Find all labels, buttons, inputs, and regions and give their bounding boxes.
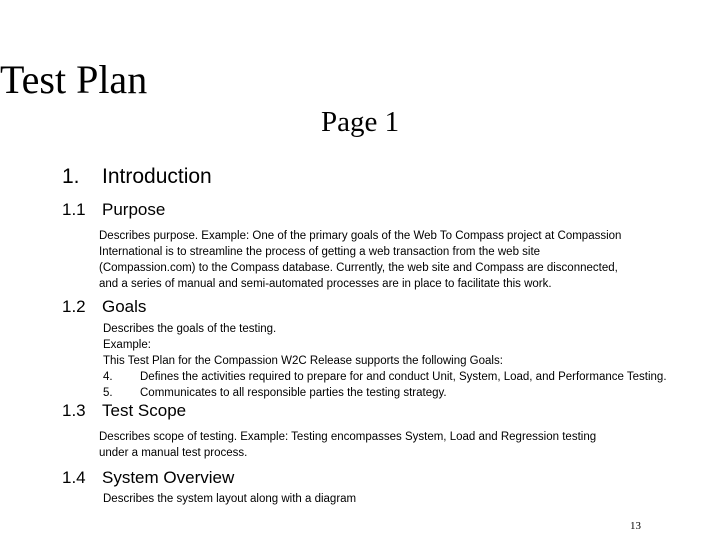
section-introduction-heading	[62, 164, 212, 190]
purpose-line: Describes purpose. Example: One of the primary goals of the Web To Compass project at Compassion	[99, 230, 622, 242]
purpose-paragraph	[99, 228, 709, 292]
scope-title: Test Scope	[102, 401, 187, 420]
page-subtitle: Page 1	[321, 106, 400, 138]
purpose-line: International is to streamline the process of getting a web transaction from the web site	[99, 246, 541, 258]
overview-paragraph	[103, 491, 713, 507]
purpose-line: and a series of manual and semi-automated processes are in place to facilitate this work.	[99, 278, 552, 290]
scope-line: under a manual test process.	[99, 447, 248, 459]
scope-paragraph	[99, 429, 709, 461]
list-item-text: Defines the activities required to prepare for and conduct Unit, System, Load, and Performance Testing.	[140, 371, 667, 383]
list-item-text: Communicates to all responsible parties the testing strategy.	[140, 387, 447, 399]
scope-line: Describes scope of testing. Example: Testing encompasses System, Load and Regression testing	[99, 431, 597, 443]
goals-number: 1.2	[62, 297, 86, 316]
overview-title: System Overview	[102, 468, 235, 487]
goals-paragraph	[103, 321, 713, 401]
goals-list-item	[103, 385, 713, 401]
overview-heading	[62, 467, 234, 489]
goals-list-item	[103, 369, 713, 385]
purpose-title: Purpose	[102, 200, 166, 219]
overview-line: Describes the system layout along with a diagram	[103, 493, 357, 505]
scope-heading	[62, 400, 186, 422]
page-title-text: Test Plan	[0, 57, 148, 102]
overview-number: 1.4	[62, 468, 86, 487]
scope-number: 1.3	[62, 401, 86, 420]
goals-title: Goals	[102, 297, 147, 316]
page-number: 13	[630, 520, 641, 532]
page-title	[0, 58, 728, 102]
list-item-number: 4.	[103, 371, 113, 383]
section-title: Introduction	[102, 165, 212, 188]
goals-line: Example:	[103, 339, 151, 351]
goals-heading	[62, 296, 146, 318]
section-number: 1.	[62, 165, 80, 188]
list-item-number: 5.	[103, 387, 113, 399]
purpose-line: (Compassion.com) to the Compass database. Currently, the web site and Compass are disconnected,	[99, 262, 618, 274]
goals-line: This Test Plan for the Compassion W2C Release supports the following Goals:	[103, 355, 503, 367]
purpose-heading	[62, 199, 165, 221]
goals-line: Describes the goals of the testing.	[103, 323, 277, 335]
purpose-number: 1.1	[62, 200, 86, 219]
